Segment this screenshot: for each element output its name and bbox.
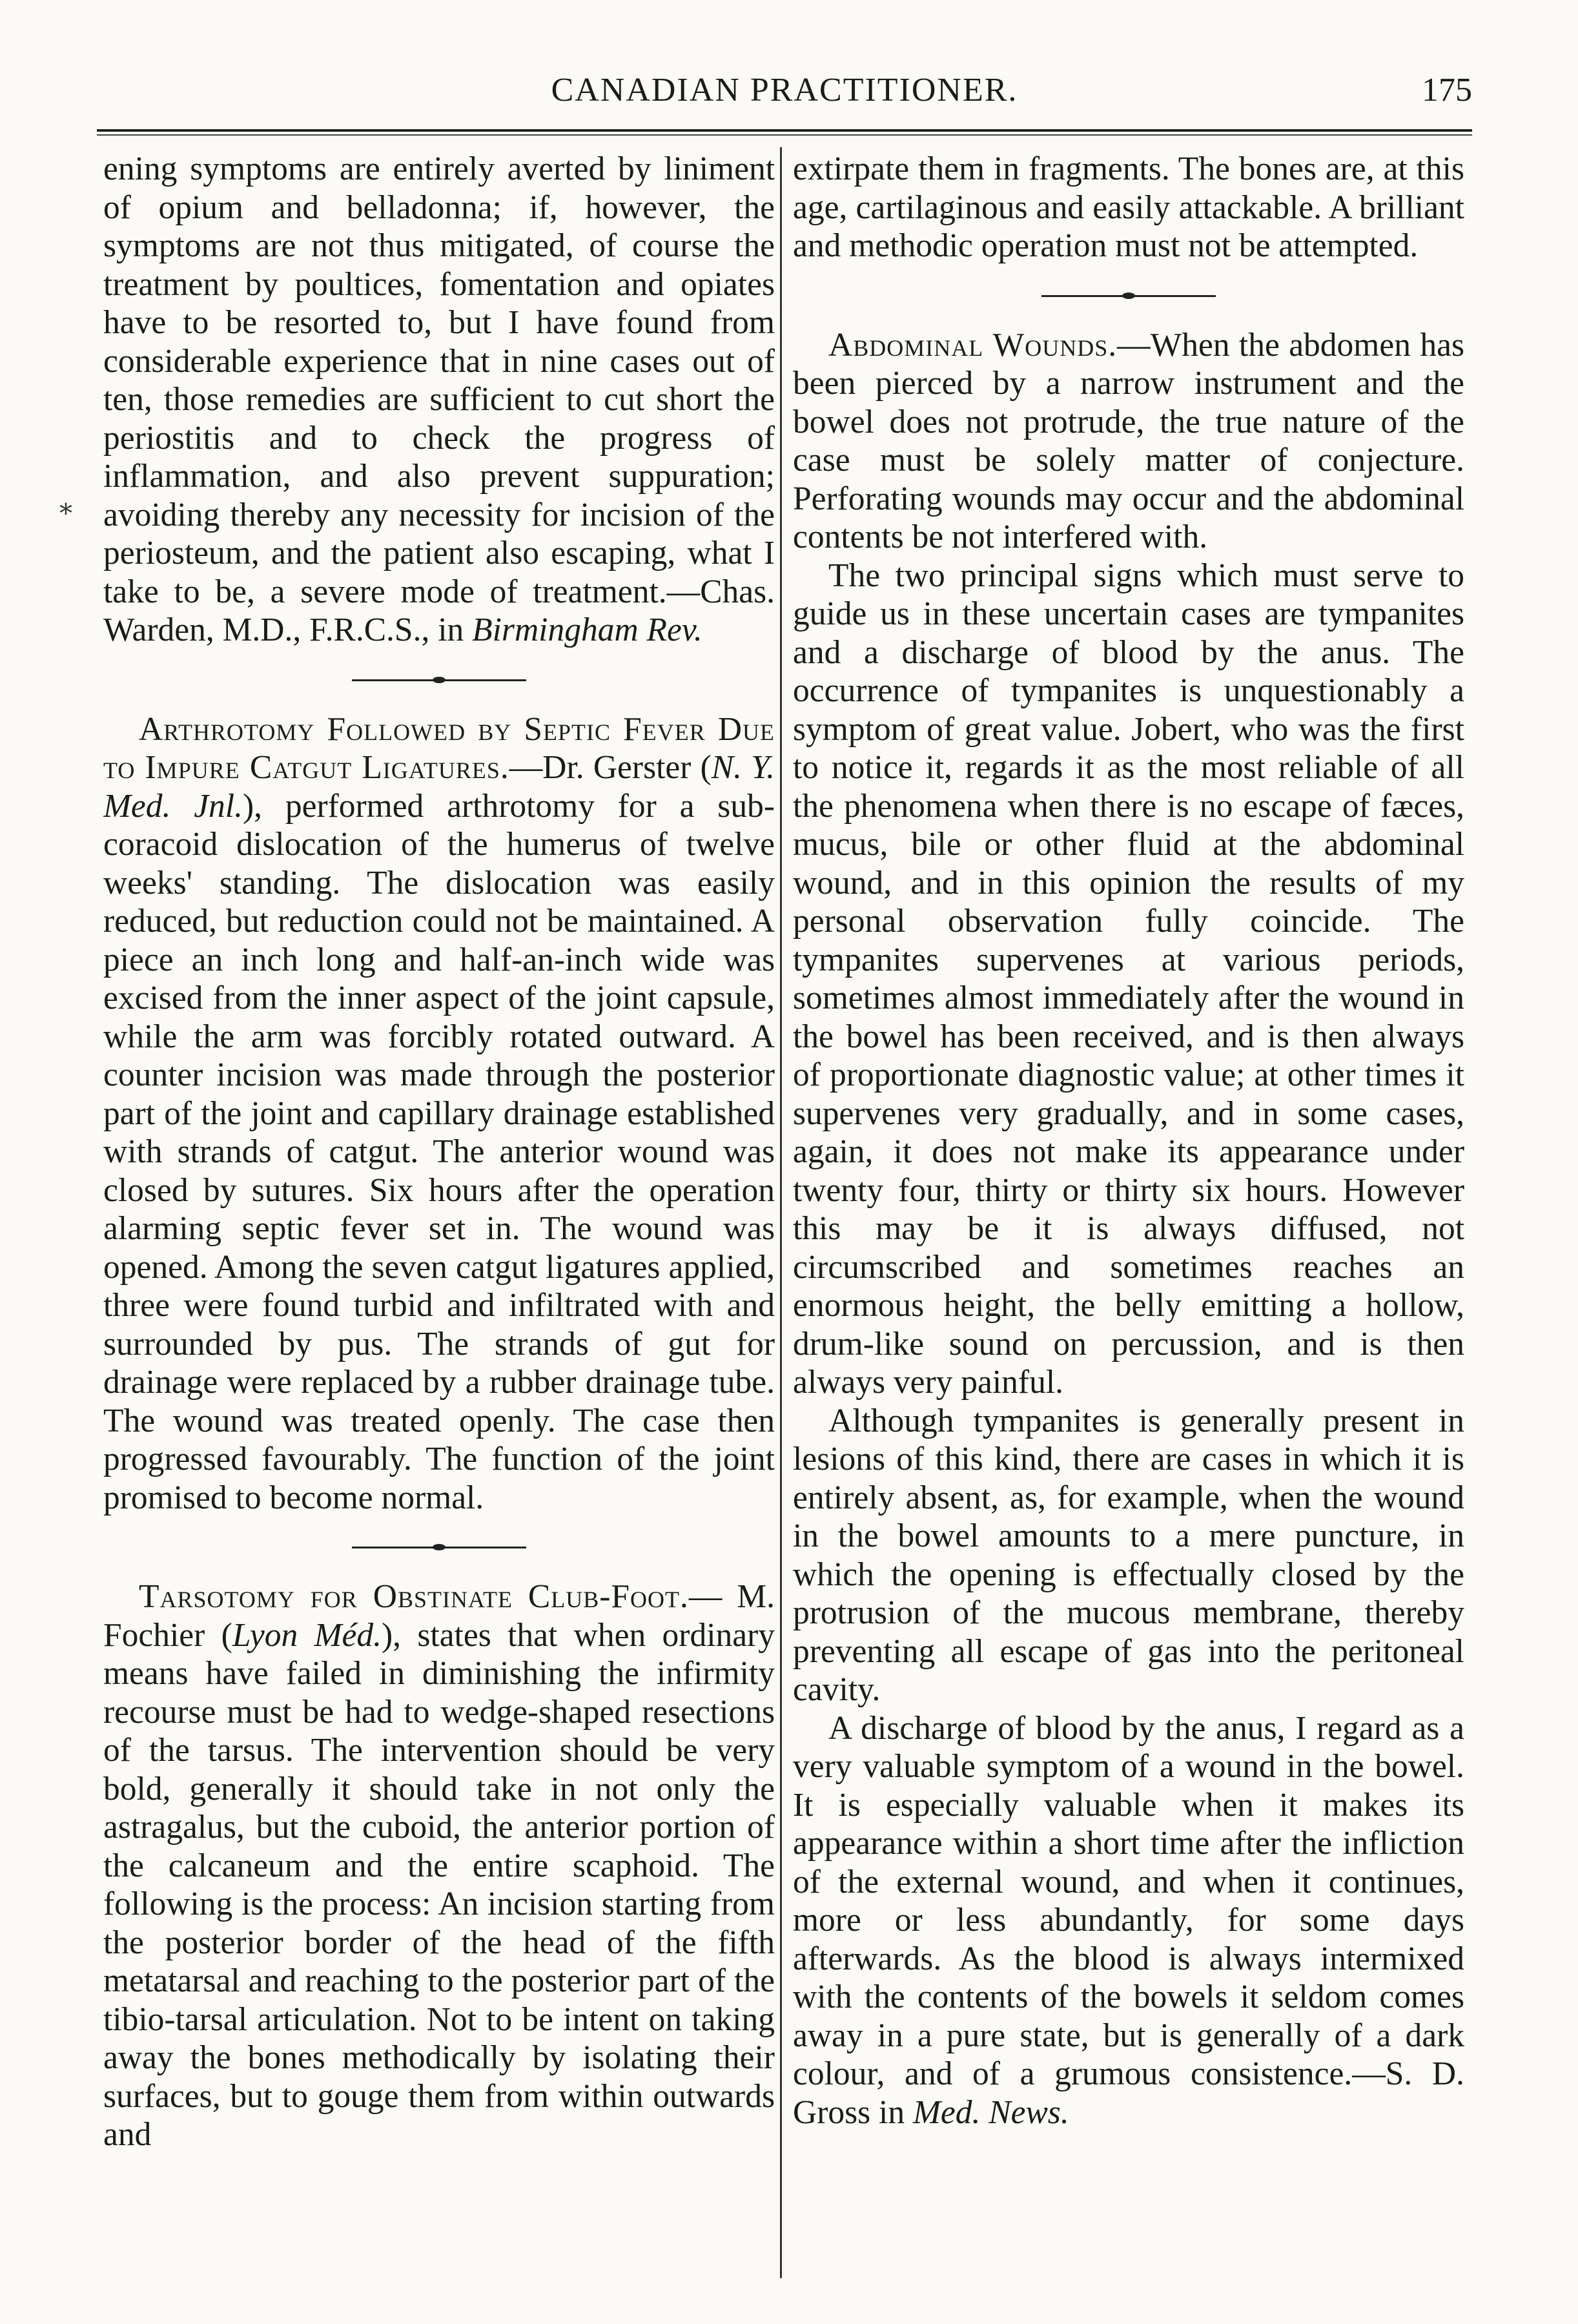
article-author: — M. Fochier (: [103, 1578, 775, 1654]
paragraph-periostitis-end: [103, 150, 775, 650]
paragraph-discharge-of-blood: [793, 1709, 1464, 2132]
right-column: [793, 150, 1464, 2300]
article-arthrotomy: [103, 710, 775, 1517]
page-number: 175: [1422, 72, 1472, 108]
header-rule-thin: [97, 134, 1472, 136]
article-body: ), performed arthrotomy for a sub-coracoid dislocation of the humerus of twelve weeks' standing. The dislocation was easily reduced, but reduction could not be maintained. A piece an inch long and half-an-inch wide was excised from the inner aspect of the joint capsule, while the arm was forcibly rotated outward. A counter incision was made through the posterior part of the joint and capillary drainage established with strands of catgut. The anterior wound was closed by sutures. Six hours after the operation alarming septic fever set in. The wound was opened. Among the seven catgut ligatures applied, three were found turbid and infiltrated with and surrounded by pus. The strands of gut for drainage were replaced by a rubber drainage tube. The wound was treated openly. The case then progressed favourably. The function of the joint promised to become normal.: [103, 787, 775, 1516]
running-title: CANADIAN PRACTITIONER.: [551, 72, 1018, 108]
section-divider: [352, 1543, 526, 1552]
section-divider: [1041, 291, 1216, 300]
column-divider: [780, 147, 782, 2278]
paragraph-tarsotomy-end: extirpate them in fragments. The bones are, at this age, cartilaginous and easily attackable. A brilliant and methodic operation must not be attempted.: [793, 150, 1464, 264]
journal-name: N. Y. Med. Jnl.: [103, 749, 775, 825]
article-author: —Dr. Gerster (: [509, 749, 712, 786]
article-heading: Arthrotomy Followed by Septic Fever Due to Impure Catgut Ligatures.: [103, 710, 775, 786]
article-tarsotomy: [103, 1578, 775, 2154]
page-header: [97, 65, 1472, 123]
article-body: ), states that when ordinary means have failed in diminishing the infirmity recourse must be had to wedge-shaped resections of the tarsus. The intervention should be very bold, generally it should take in not only the astragalus, but the cuboid, the anterior portion of the calcaneum and the entire scaphoid. The following is the process: An incision starting from the posterior border of the head of the fifth metatarsal and reaching to the posterior part of the tibio-tarsal articulation. Not to be intent on taking away the bones methodically by isolating their surfaces, but to gouge them from within outwards and: [103, 1616, 775, 2153]
header-rule: [97, 129, 1472, 132]
article-heading: Tarsotomy for Obstinate Club-Foot.: [139, 1578, 689, 1615]
source-citation: Birmingham Rev.: [472, 612, 702, 648]
paragraph-principal-signs: The two principal signs which must serve to guide us in these uncertain cases are tympanites and a discharge of blood by the anus. The occurrence of tympanites is unquestionably a symptom of great value. Jobert, who was the first to notice it, regards it as the most reliable of all the phenomena when there is no escape of fæces, mucus, bile or other fluid at the abdominal wound, and in this opinion the results of my personal observation fully coincide. The tympanites supervenes at various periods, sometimes almost immediately after the wound in the bowel has been received, and is then always of proportionate diagnostic value; at other times it supervenes very gradually, and in some cases, again, it does not make its appearance under twenty four, thirty or thirty six hours. However this may be it is always diffused, not circumscribed and sometimes reaches an enormous height, the belly emitting a hollow, drum-like sound on percussion, and is then always very painful.: [793, 557, 1464, 1401]
source-citation: Med. News.: [912, 2093, 1069, 2131]
article-body: —When the abdomen has been pierced by a narrow instrument and the bowel does not protrude, the true nature of the case must be solely matter of conjecture. Perforating wounds may occur and the abdominal contents be not interfered with.: [793, 326, 1464, 555]
article-heading: Abdominal Wounds.: [828, 326, 1118, 364]
left-column: [103, 150, 775, 2300]
paragraph-text: ening symptoms are entirely averted by liniment of opium and belladonna; if, however, the symptoms are not thus mitigated, of course the treatment by poultices, fomentation and opiates have to be resorted to, but I have found from considerable experience that in nine cases out of ten, those remedies are sufficient to cut short the periostitis and to check the progress of inflammation, and also prevent suppuration; avoiding thereby any necessity for incision of the periosteum, and the patient also escaping, what I take to be, a severe mode of treatment.—Chas. Warden, M.D., F.R.C.S., in: [103, 150, 775, 648]
paragraph-text: A discharge of blood by the anus, I regard as a very valuable symptom of a wound in the bowel. It is especially valuable when it makes its appearance within a short time after the infliction of the external wound, and when it continues, more or less abundantly, for some days afterwards. As the blood is always intermixed with the contents of the bowels it seldom comes away in a pure state, but is generally of a dark colour, and of a grumous consistence.—S. D. Gross in: [793, 1709, 1464, 2131]
paragraph-tympanites-absent: Although tympanites is generally present in lesions of this kind, there are cases in which it is entirely absent, as, for example, when the wound in the bowel amounts to a mere puncture, in which the opening is effectually closed by the protrusion of the mucous membrane, thereby preventing all escape of gas into the peritoneal cavity.: [793, 1402, 1464, 1708]
article-abdominal-wounds: [793, 326, 1464, 557]
section-divider: [352, 675, 526, 684]
journal-name: Lyon Méd.: [232, 1616, 382, 1654]
margin-mark: ⁎: [59, 491, 72, 520]
